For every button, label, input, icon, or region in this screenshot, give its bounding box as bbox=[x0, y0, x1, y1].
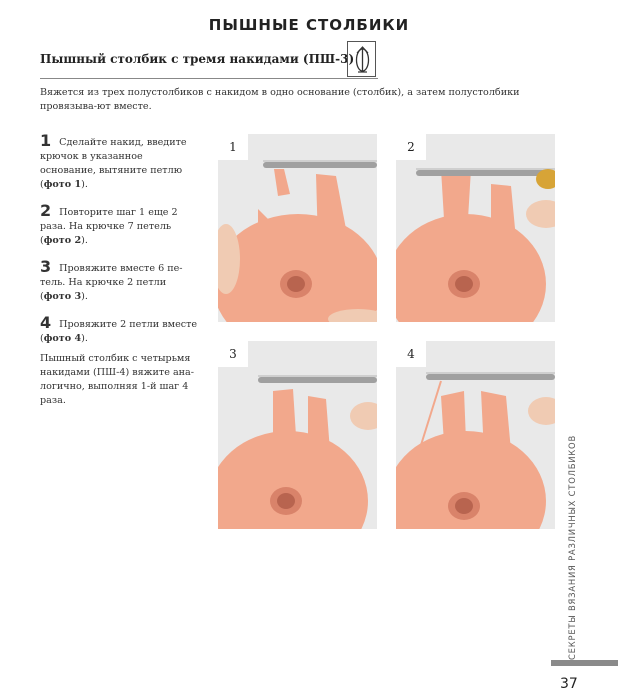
photo-reference: фото 4 bbox=[43, 333, 82, 344]
photo-reference: фото 3 bbox=[43, 291, 82, 302]
photo-2 bbox=[396, 134, 555, 322]
page-tab-bar bbox=[551, 660, 618, 666]
step-2 bbox=[40, 201, 198, 248]
step-1 bbox=[40, 131, 198, 192]
note-text: Пышный столбик с четырьмя накидами (ПШ-4) вяжите ана-логично, выполняя 1-й шаг 4 раза. bbox=[40, 353, 195, 406]
step-4 bbox=[40, 313, 198, 346]
photo-3 bbox=[218, 341, 377, 529]
step-end: ). bbox=[81, 235, 88, 246]
step-number: 1 bbox=[40, 131, 52, 150]
step-end: ). bbox=[81, 333, 88, 344]
step-number: 4 bbox=[40, 313, 52, 332]
step-number: 2 bbox=[40, 201, 52, 220]
chapter-side-caption: СЕКРЕТЫ ВЯЗАНИЯ РАЗЛИЧНЫХ СТОЛБИКОВ bbox=[567, 435, 577, 660]
title-divider bbox=[40, 78, 378, 79]
puff-stitch-symbol-icon bbox=[347, 41, 376, 77]
photo-1 bbox=[218, 134, 377, 322]
step-text: Провяжите вместе 6 пе-тель. На крючке 2 петли ( bbox=[40, 263, 183, 302]
step-number: 3 bbox=[40, 257, 52, 276]
step-text: Повторите шаг 1 еще 2 раза. На крючке 7 петель ( bbox=[40, 207, 178, 246]
section-title: Пышный столбик с тремя накидами (ПШ-3) bbox=[40, 52, 355, 66]
step-text: Провяжите 2 петли вместе ( bbox=[40, 319, 198, 344]
step-text: Сделайте накид, введите крючок в указанное основание, вытяните петлю ( bbox=[40, 137, 187, 190]
photo-label: 2 bbox=[396, 134, 426, 160]
photo-label: 4 bbox=[396, 341, 426, 367]
photo-reference: фото 1 bbox=[43, 179, 82, 190]
step-list bbox=[40, 131, 198, 358]
step-end: ). bbox=[81, 179, 88, 190]
photo-4 bbox=[396, 341, 555, 529]
chapter-title: ПЫШНЫЕ СТОЛБИКИ bbox=[208, 16, 410, 34]
step-3 bbox=[40, 257, 198, 304]
step-end: ). bbox=[81, 291, 88, 302]
photo-reference: фото 2 bbox=[43, 235, 82, 246]
photo-label: 3 bbox=[218, 341, 248, 367]
page-number: 37 bbox=[560, 676, 578, 692]
intro-text: Вяжется из трех полустолбиков с накидом в одно основание (столбик), а затем полустолбики провязыва-ют вместе. bbox=[40, 87, 520, 112]
photo-label: 1 bbox=[218, 134, 248, 160]
